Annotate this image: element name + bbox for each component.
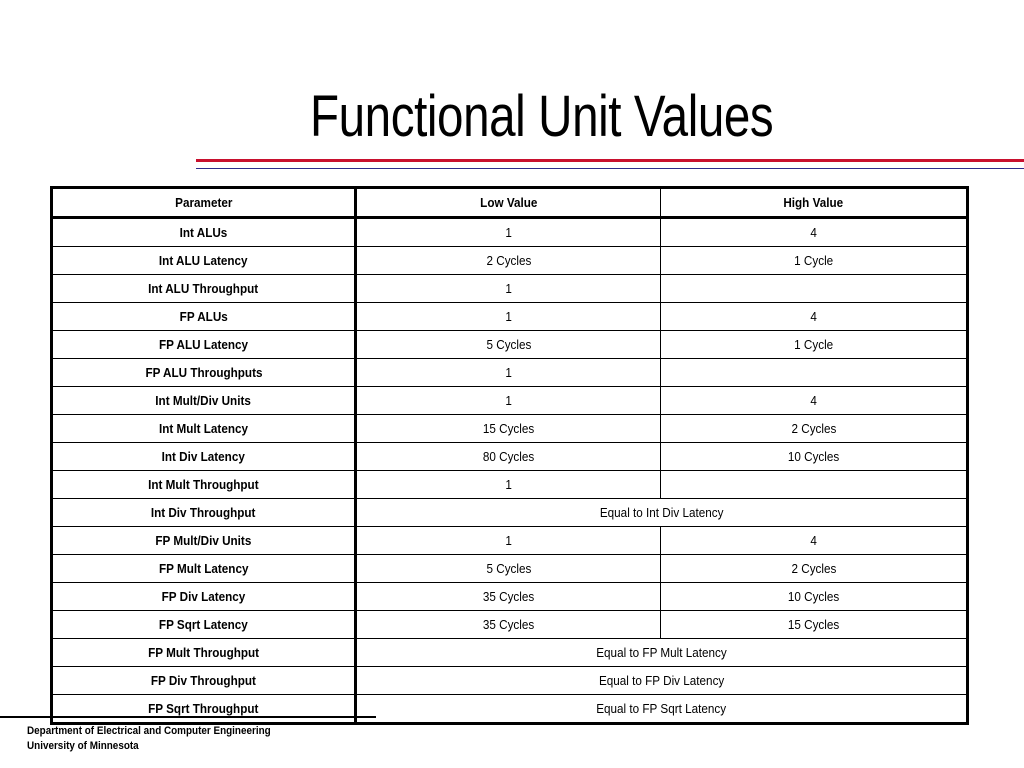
row-high-value: 10 Cycles [661,443,968,471]
row-parameter: FP Div Latency [52,583,356,611]
row-low-value: 35 Cycles [356,583,661,611]
row-low-value: 1 [356,471,661,499]
row-low-value: 1 [356,275,661,303]
table-row [52,415,968,443]
table-row [52,555,968,583]
row-parameter: FP Mult Latency [52,555,356,583]
table-row [52,275,968,303]
row-high-value: 2 Cycles [661,415,968,443]
row-parameter: FP Div Throughput [52,667,356,695]
title-divider-blue [196,168,1024,169]
row-low-value: 5 Cycles [356,555,661,583]
row-merged-value: Equal to FP Sqrt Latency [356,695,968,724]
table-row [52,218,968,247]
table-row [52,527,968,555]
table-row [52,247,968,275]
row-parameter: Int ALUs [52,218,356,247]
row-low-value: 80 Cycles [356,443,661,471]
table-row [52,583,968,611]
row-high-value: 10 Cycles [661,583,968,611]
row-high-value: 4 [661,303,968,331]
table-row [52,331,968,359]
footer [27,724,298,754]
row-parameter: Int Div Throughput [52,499,356,527]
row-high-value: 4 [661,387,968,415]
row-parameter: FP ALU Latency [52,331,356,359]
row-parameter: FP ALUs [52,303,356,331]
header-low-value: Low Value [356,188,661,218]
table-row [52,611,968,639]
table-row [52,499,968,527]
row-high-value [661,471,968,499]
title-divider-red [196,159,1024,162]
slide-title: Functional Unit Values [310,84,774,149]
row-parameter: FP Mult/Div Units [52,527,356,555]
row-low-value: 35 Cycles [356,611,661,639]
footer-divider [0,716,376,718]
header-parameter: Parameter [52,188,356,218]
row-parameter: Int ALU Throughput [52,275,356,303]
table-row [52,359,968,387]
footer-university: University of Minnesota [27,740,139,752]
row-low-value: 1 [356,359,661,387]
footer-department: Department of Electrical and Computer Engineering [27,725,271,737]
header-high-value: High Value [661,188,968,218]
table-row [52,443,968,471]
row-merged-value: Equal to FP Mult Latency [356,639,968,667]
table-row [52,387,968,415]
row-high-value [661,359,968,387]
row-parameter: FP Sqrt Latency [52,611,356,639]
row-high-value: 15 Cycles [661,611,968,639]
row-parameter: Int Mult Throughput [52,471,356,499]
row-low-value: 5 Cycles [356,331,661,359]
table-row [52,667,968,695]
row-low-value: 1 [356,387,661,415]
table-row [52,303,968,331]
row-high-value: 4 [661,527,968,555]
row-merged-value: Equal to FP Div Latency [356,667,968,695]
row-merged-value: Equal to Int Div Latency [356,499,968,527]
row-parameter: FP ALU Throughputs [52,359,356,387]
row-parameter: Int Mult/Div Units [52,387,356,415]
row-high-value: 1 Cycle [661,247,968,275]
row-high-value: 1 Cycle [661,331,968,359]
row-parameter: Int Div Latency [52,443,356,471]
row-parameter: FP Mult Throughput [52,639,356,667]
row-low-value: 1 [356,527,661,555]
row-high-value: 2 Cycles [661,555,968,583]
row-low-value: 2 Cycles [356,247,661,275]
row-high-value [661,275,968,303]
row-low-value: 1 [356,218,661,247]
row-parameter: FP Sqrt Throughput [52,695,356,724]
row-high-value: 4 [661,218,968,247]
table-row [52,471,968,499]
row-low-value: 15 Cycles [356,415,661,443]
table-row [52,695,968,724]
row-parameter: Int ALU Latency [52,247,356,275]
row-low-value: 1 [356,303,661,331]
table-header-row [52,188,968,218]
row-parameter: Int Mult Latency [52,415,356,443]
functional-unit-table [50,186,969,725]
table-row [52,639,968,667]
